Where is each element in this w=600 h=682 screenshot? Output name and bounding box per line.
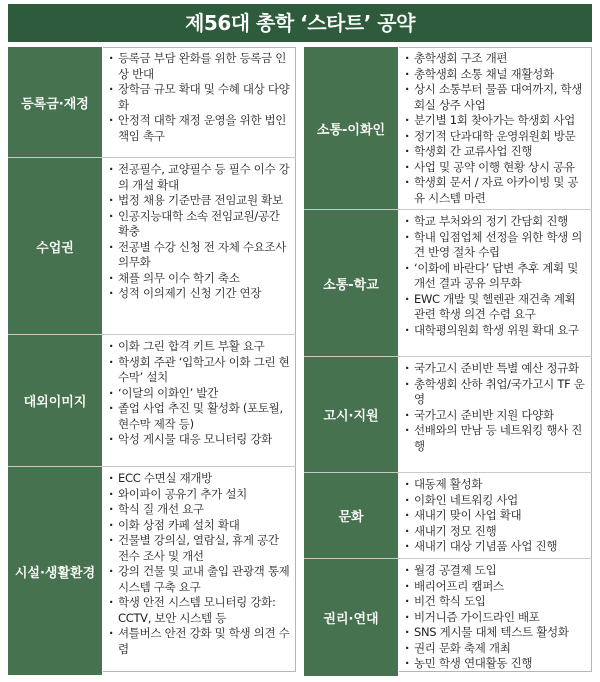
pledge-item: · 배리어프리 캠퍼스 bbox=[405, 579, 588, 595]
pledge-item: · 정기적 단과대학 운영위원회 방문 bbox=[405, 129, 588, 145]
pledge-item: · 월경 공결제 도입 bbox=[405, 563, 588, 579]
pledge-list bbox=[103, 467, 296, 675]
section-label: 등록금·재정 bbox=[8, 47, 103, 157]
pledge-item: · 농민 학생 연대활동 진행 bbox=[405, 656, 588, 672]
pledge-list bbox=[399, 210, 592, 356]
pledge-item: · 장학금 규모 확대 및 수혜 대상 다양화 bbox=[109, 82, 292, 113]
pledge-item: · 상시 소통부터 물품 대여까지, 학생회실 상주 사업 bbox=[405, 82, 588, 113]
pledge-item: · 새내기 맞이 사업 확대 bbox=[405, 508, 588, 524]
pledge-item: · 권리 문화 축제 개최 bbox=[405, 641, 588, 657]
pledge-item: · 등록금 부담 완화를 위한 등록금 인상 반대 bbox=[109, 51, 292, 82]
pledge-item: · 이화인 네트워킹 사업 bbox=[405, 493, 588, 509]
section-label: 소통-이화인 bbox=[304, 47, 399, 209]
pledge-item: · 법정 채용 기준만큼 전임교원 확보 bbox=[109, 193, 292, 209]
pledge-item: · 학생 안전 시스템 모니터링 강화: CCTV, 보안 시스템 등 bbox=[109, 595, 292, 626]
left-column bbox=[8, 47, 296, 675]
pledge-item: · 총학생회 산하 취업/국가고시 TF 운영 bbox=[405, 377, 588, 408]
pledge-item: · 학교 부처와의 정기 간담회 진행 bbox=[405, 214, 588, 230]
pledge-item: · 강의 건물 및 교내 출입 관광객 통제 시스템 구축 요구 bbox=[109, 564, 292, 595]
right-column bbox=[304, 47, 592, 676]
section-label: 권리·연대 bbox=[304, 559, 399, 676]
pledge-item: · 건물별 강의실, 열람실, 휴게 공간 전수 조사 및 개선 bbox=[109, 533, 292, 564]
pledge-item: · 비건 학식 도입 bbox=[405, 594, 588, 610]
pledge-item: · SNS 게시물 대체 텍스트 활성화 bbox=[405, 625, 588, 641]
pledge-list bbox=[103, 158, 296, 334]
section-label: 고시·지원 bbox=[304, 357, 399, 472]
pledge-item: · 이화 상점 카페 설치 확대 bbox=[109, 518, 292, 534]
pledge-item: · 사업 및 공약 이행 현황 상시 공유 bbox=[405, 160, 588, 176]
section-label: 수업권 bbox=[8, 158, 103, 334]
section-comm-school bbox=[304, 210, 592, 357]
pledge-item: · 안정적 대학 재정 운영을 위한 법인 책임 촉구 bbox=[109, 113, 292, 144]
pledge-item: · 이화 그린 합격 키트 부활 요구 bbox=[109, 339, 292, 355]
pledge-item: · 셔틀버스 안전 강화 및 학생 의견 수렴 bbox=[109, 626, 292, 657]
pledge-item: · 학식 질 개선 요구 bbox=[109, 502, 292, 518]
pledge-item: · 학내 입점업체 선정을 위한 학생 의견 반영 절차 수립 bbox=[405, 230, 588, 261]
pledge-item: · 선배와의 만남 등 네트워킹 행사 진행 bbox=[405, 423, 588, 454]
section-classes bbox=[8, 158, 296, 335]
pledge-item: · 새내기 정모 진행 bbox=[405, 524, 588, 540]
pledge-item: · ECC 수면실 재개방 bbox=[109, 471, 292, 487]
pledge-list bbox=[399, 357, 592, 472]
section-tuition bbox=[8, 47, 296, 158]
pledge-item: · 국가고시 준비반 지원 다양화 bbox=[405, 408, 588, 424]
section-label: 대외이미지 bbox=[8, 335, 103, 466]
section-exams bbox=[304, 357, 592, 473]
pledge-item: · 전공필수, 교양필수 등 필수 이수 강의 개설 확대 bbox=[109, 162, 292, 193]
page-title: 제56대 총학 ‘스타트’ 공약 bbox=[8, 4, 592, 42]
pledge-list bbox=[399, 47, 592, 209]
pledge-item: · 와이파이 공유기 추가 설치 bbox=[109, 487, 292, 503]
pledge-item: · 분기별 1회 찾아가는 학생회 사업 bbox=[405, 113, 588, 129]
pledge-item: · 총학생회 소통 채널 재활성화 bbox=[405, 67, 588, 83]
pledge-item: · 학생회 주관 ‘입학고사 이화 그린 현수막’ 설치 bbox=[109, 355, 292, 386]
pledge-item: · 전공별 수강 신청 전 자체 수요조사 의무화 bbox=[109, 240, 292, 271]
pledge-item: · EWC 개발 및 헬렌관 재건축 계획 관련 학생 의견 수렴 요구 bbox=[405, 292, 588, 323]
pledge-item: · 졸업 사업 추진 및 활성화 (포토월, 현수막 제작 등) bbox=[109, 401, 292, 432]
pledge-item: · 국가고시 준비반 특별 예산 정규화 bbox=[405, 361, 588, 377]
pledge-item: · 대학평의원회 학생 위원 확대 요구 bbox=[405, 323, 588, 339]
section-label: 시설·생활환경 bbox=[8, 467, 103, 675]
pledge-item: · 학생회 간 교류사업 진행 bbox=[405, 144, 588, 160]
pledge-item: · 총학생회 구조 개편 bbox=[405, 51, 588, 67]
section-label: 소통-학교 bbox=[304, 210, 399, 356]
pledge-item: · 대동제 활성화 bbox=[405, 477, 588, 493]
pledge-item: · 악성 게시물 대응 모니터링 강화 bbox=[109, 432, 292, 448]
pledge-item: · 채플 의무 이수 학기 축소 bbox=[109, 271, 292, 287]
section-culture bbox=[304, 473, 592, 559]
pledge-item: · 비거니즘 가이드라인 배포 bbox=[405, 610, 588, 626]
pledge-item: · 학생회 문서 / 자료 아카이빙 및 공유 시스템 마련 bbox=[405, 175, 588, 206]
section-rights bbox=[304, 559, 592, 676]
section-label: 문화 bbox=[304, 473, 399, 558]
pledge-item: · 새내기 대상 기념품 사업 진행 bbox=[405, 539, 588, 555]
pledge-item: · 성적 이의제기 신청 기간 연장 bbox=[109, 286, 292, 302]
pledge-list bbox=[103, 335, 296, 466]
section-image bbox=[8, 335, 296, 467]
pledge-list bbox=[103, 47, 296, 157]
pledge-item: · ‘이달의 이화인’ 발간 bbox=[109, 386, 292, 402]
pledge-item: · 인공지능대학 소속 전임교원/공간 확충 bbox=[109, 209, 292, 240]
section-facilities bbox=[8, 467, 296, 675]
pledge-list bbox=[399, 559, 592, 676]
pledge-item: · ‘이화에 바란다’ 답변 추후 계획 및 개선 결과 공유 의무화 bbox=[405, 261, 588, 292]
pledge-list bbox=[399, 473, 592, 558]
section-comm-students bbox=[304, 47, 592, 210]
